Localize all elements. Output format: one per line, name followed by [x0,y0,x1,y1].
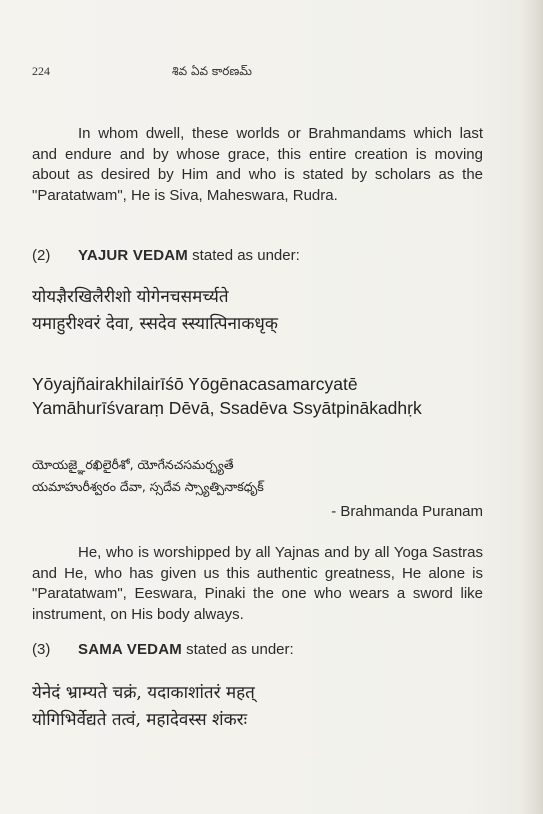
telugu-line: యోయజ్ఞైరఖిలైరీశో, యోగేనచసమర్చ్యతే [32,457,234,472]
telugu-line: యమాహురీశ్వరం దేవా, స్సదేవ స్స్యాత్పినాకధృక్ [32,479,264,494]
transliteration-line: Yamāhurīśvaraṃ Dēvā, Ssadēva Ssyātpinākadhṛk [32,398,422,418]
intro-block [32,124,483,206]
section-2-telugu [32,454,483,498]
section-2-transliteration [32,372,483,420]
sanskrit-line: योयज्ञैरखिलैरीशो योगेनचसमर्च्यते [32,287,229,307]
section-2-suffix: stated as under: [188,247,300,264]
section-2-title: YAJUR VEDAM [78,247,189,264]
section-2-source: - Brahmanda Puranam [331,503,483,520]
page-edge-shadow [521,0,543,814]
section-2-explanation-block [32,543,483,625]
section-3-title: SAMA VEDAM [78,641,182,658]
section-3-sanskrit [32,680,483,734]
section-3-heading [32,640,483,660]
intro-paragraph: In whom dwell, these worlds or Brahmandams which last and endure and by whose grace, this entire creation is moving about as desired by Him and who is stated by scholars as the "Paratatwam", He is Siva, Maheswara, Rudra. [32,125,483,204]
section-3-suffix: stated as under: [181,641,294,658]
section-3-number: (3) [32,641,51,658]
section-2-number: (2) [32,247,51,264]
sanskrit-line: योगिभिर्वेद्यते तत्वं, महादेवस्स शंकरः [32,710,248,730]
sanskrit-line: यमाहुरीश्वरं देवा, स्सदेव स्स्यात्पिनाकधृक् [32,314,278,334]
page-header [32,64,513,82]
section-2-sanskrit [32,284,483,338]
transliteration-line: Yōyajñairakhilairīśō Yōgēnacasamarcyatē [32,374,358,394]
running-title: శివ ఏవ కారణమ్ [172,64,252,78]
sanskrit-line: येनेदं भ्राम्यते चक्रं, यदाकाशांतरं महत् [32,683,255,703]
page-number: 224 [32,64,50,78]
section-2-heading [32,246,483,266]
section-2-explanation: He, who is worshipped by all Yajnas and by all Yoga Sastras and He, who has given us this authentic greatness, He alone is "Paratatwam", Eeswara, Pinaki the one who wears a sword like instrument, on His body always. [32,544,483,623]
